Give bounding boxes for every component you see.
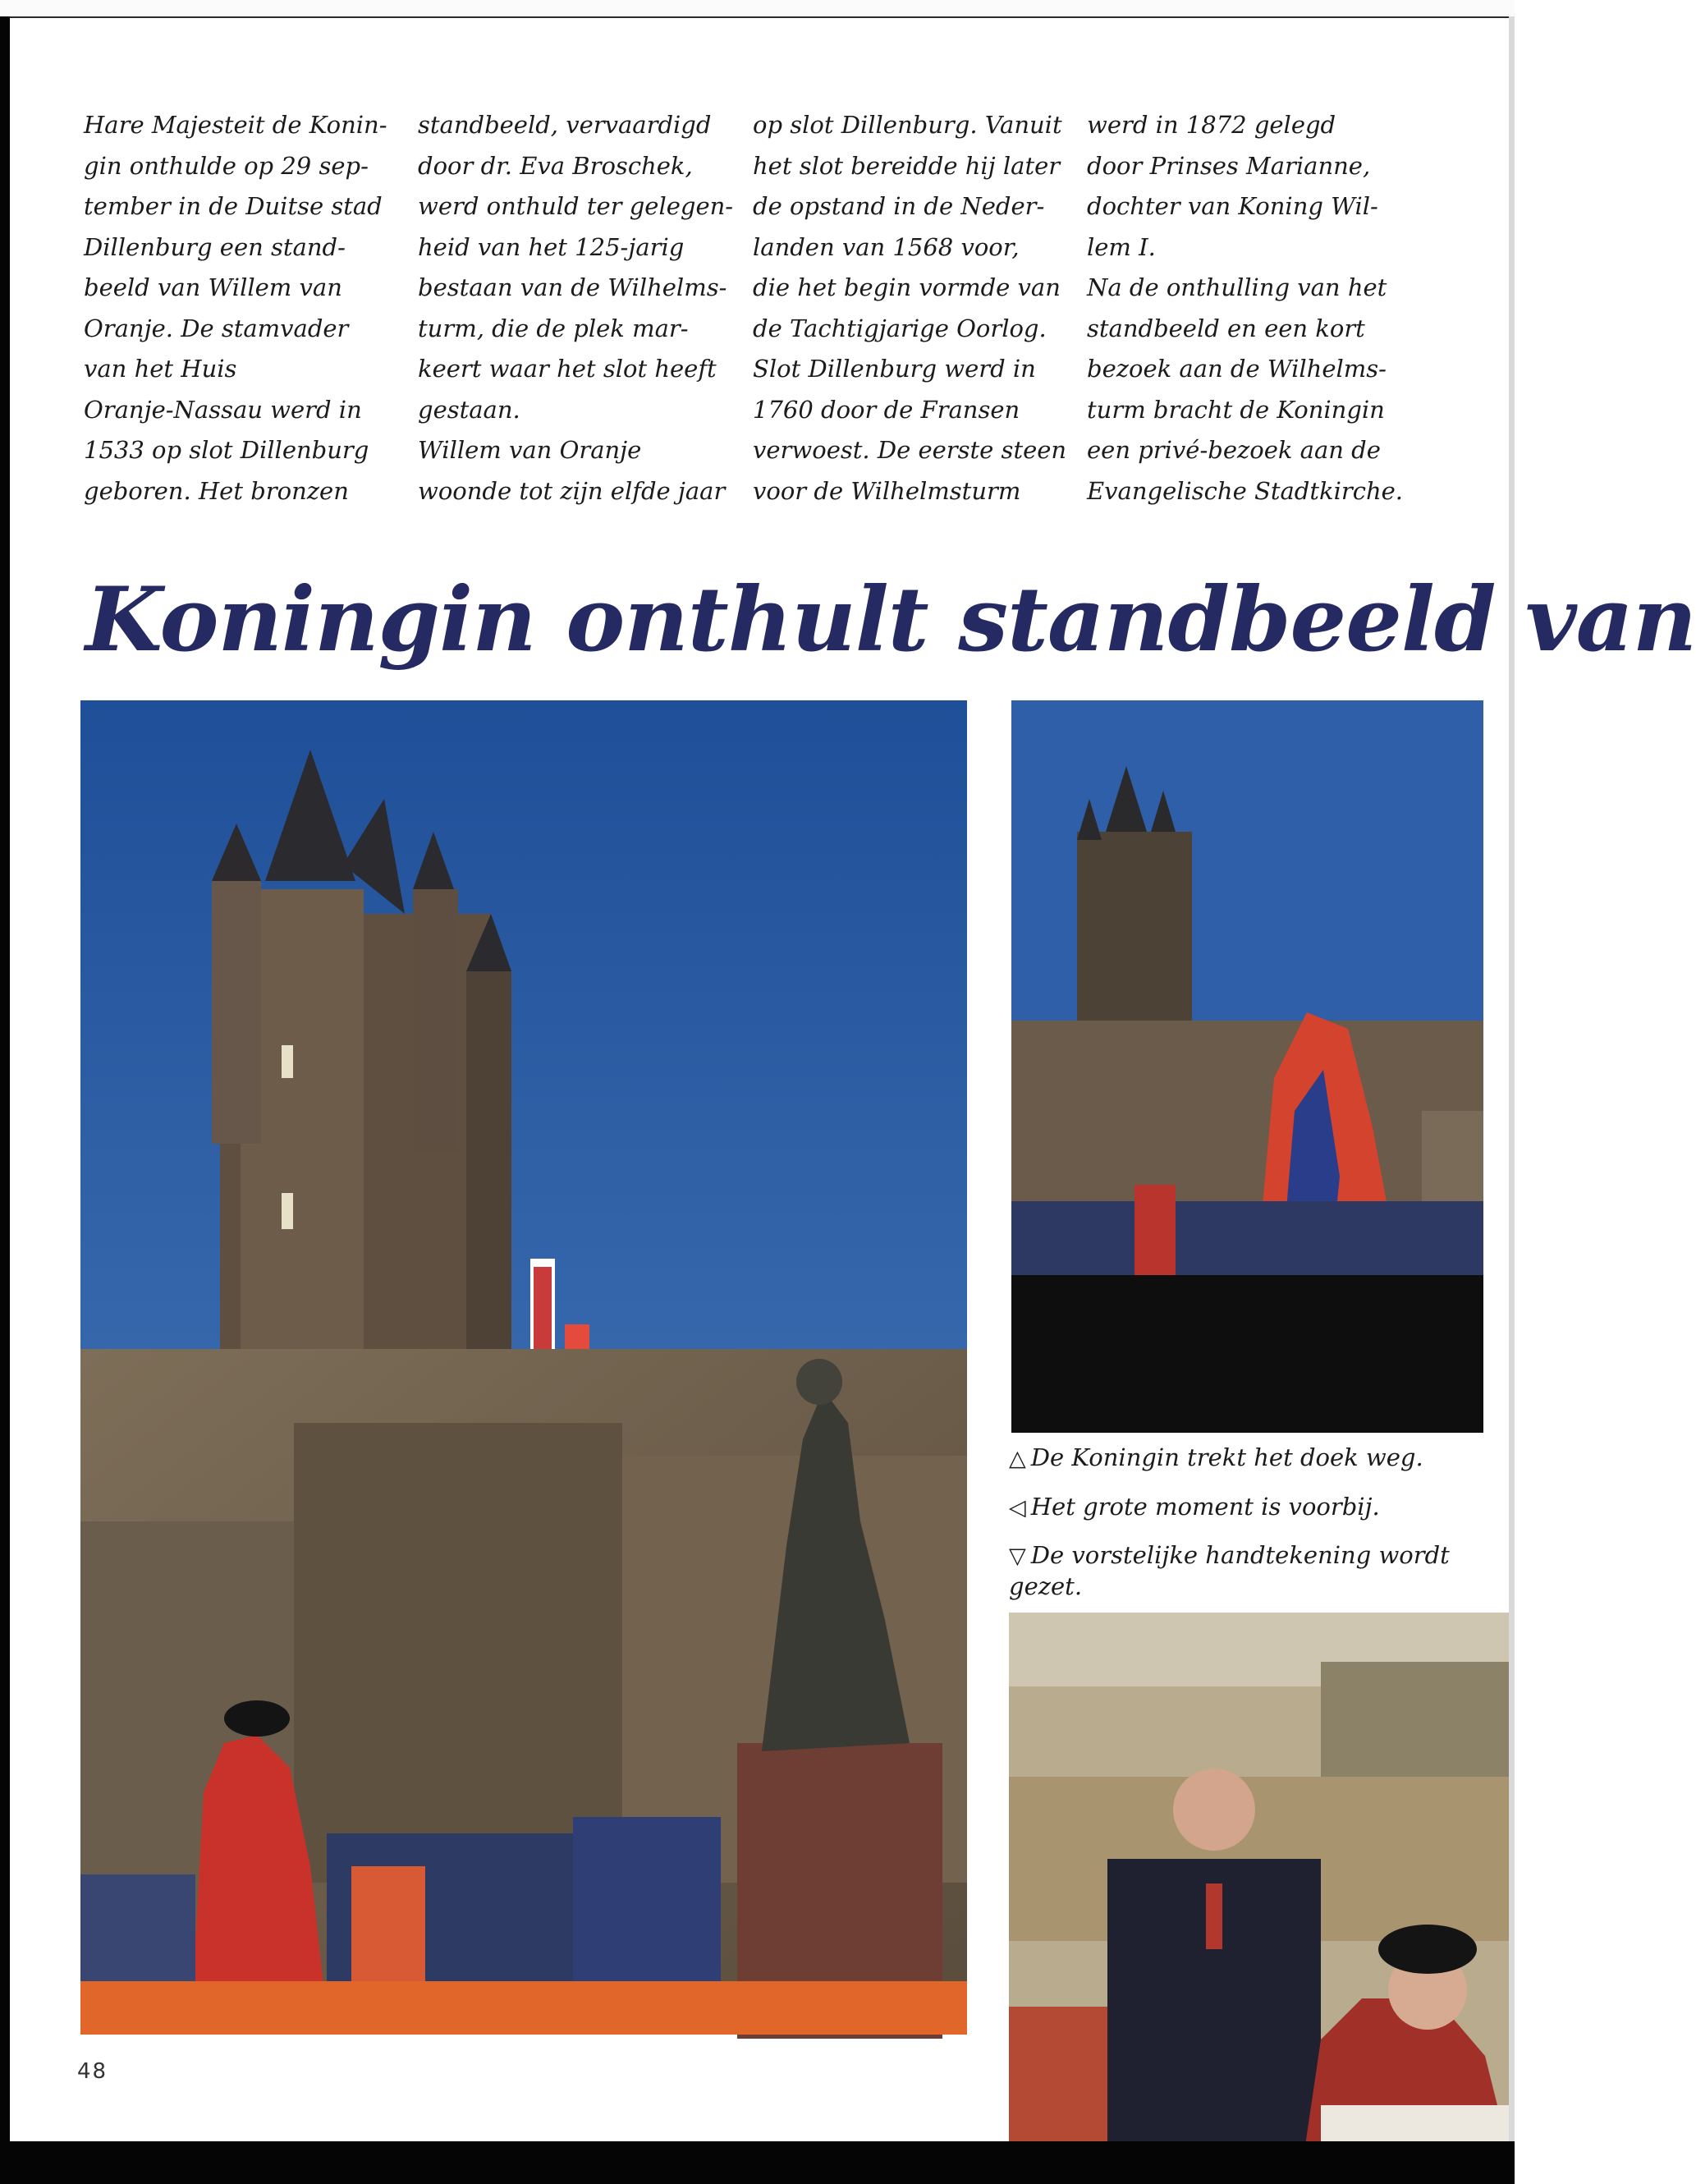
article-column-1: Hare Majesteit de Konin- gin onthulde op 29 sep- tember in de Duitse stad Dillenburg een stand- beeld van Willem van Oranje. De stamvader van het Huis Oranje-Nassau werd in 1533 op slot Dillenburg geboren. Het bronzen: [84, 111, 387, 505]
scan-edge-left: [0, 16, 10, 2168]
triangle-up-icon: △: [1009, 1446, 1026, 1471]
caption-1: [1009, 1443, 1501, 1474]
caption-3-text: De vorstelijke handtekening wordt gezet.: [1009, 1541, 1450, 1600]
article-column-2: standbeeld, vervaardigd door dr. Eva Broschek, werd onthuld ter gelegen- heid van het 125-jarig bestaan van de Wilhelms- turm, die de plek mar- keert waar het slot heeft gestaan. Willem van Oranje woonde tot zijn elfde jaar: [418, 111, 734, 505]
caption-2-text: Het grote moment is voorbij.: [1030, 1493, 1380, 1521]
article-column-4: werd in 1872 gelegd door Prinses Marianne, dochter van Koning Wil- lem I. Na de onthulling van het standbeeld en een kort bezoek aan de Wilhelms- turm bracht de Koningin een privé-bezoek aan de Evangelische Stadtkirche.: [1087, 111, 1404, 505]
scan-edge-right: [1509, 16, 1515, 2168]
caption-1-text: De Koningin trekt het doek weg.: [1030, 1443, 1423, 1471]
scan-edge-top: [0, 0, 1515, 18]
triangle-down-icon: ▽: [1009, 1544, 1026, 1569]
photo-royal-signature: [1009, 1613, 1509, 2151]
article-column-3: op slot Dillenburg. Vanuit het slot bereidde hij later de opstand in de Neder- landen van 1568 voor, die het begin vormde van de Tachtigjarige Oorlog. Slot Dillenburg werd in 1760 door de Fransen verwoest. De eerste steen voor de Wilhelmsturm: [753, 111, 1067, 505]
photo-statue-unveiling: [80, 700, 967, 2035]
caption-2: [1009, 1492, 1501, 1523]
scan-edge-bottom: [0, 2141, 1515, 2184]
page-number: 48: [77, 2059, 108, 2084]
photo-cloth-removed: [1011, 700, 1483, 1433]
triangle-left-icon: ◁: [1009, 1495, 1026, 1521]
caption-3: [1009, 1540, 1501, 1602]
headline: Koningin onthult standbeeld van: [85, 568, 1696, 672]
